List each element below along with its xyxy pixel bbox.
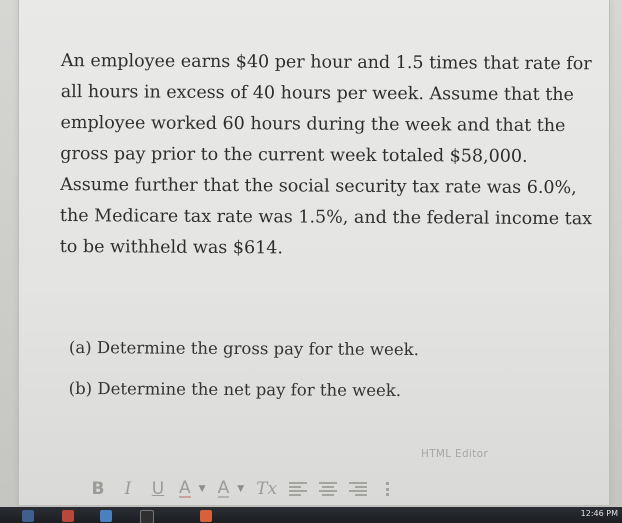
font-color-button[interactable] (179, 476, 206, 502)
question-panel (18, 0, 610, 505)
part-a: (a) Determine the gross pay for the week. (68, 338, 419, 360)
highlight-color-label: A (217, 478, 230, 498)
taskbar (0, 507, 622, 523)
bold-button[interactable]: B (91, 479, 105, 499)
taskbar-clock: 12:46 PM (580, 509, 618, 518)
taskbar-app-icon[interactable] (22, 510, 34, 522)
clear-format-button[interactable]: Tx (256, 479, 278, 499)
align-center-icon[interactable] (319, 476, 337, 502)
html-editor-label: HTML Editor (421, 448, 488, 460)
highlight-color-button[interactable] (218, 476, 245, 502)
taskbar-app-icon[interactable] (62, 510, 74, 522)
taskbar-app-icon[interactable] (100, 510, 112, 522)
question-line: Assume further that the social security tax rate was 6.0%, (60, 174, 577, 199)
editor-toolbar (89, 474, 409, 504)
question-line: An employee earns $40 per hour and 1.5 times that rate for (60, 50, 592, 75)
question-parts (68, 338, 418, 422)
question-text (60, 46, 601, 266)
font-color-label: A (179, 478, 191, 498)
italic-button[interactable]: I (124, 479, 132, 499)
question-line: employee worked 60 hours during the week and that the (60, 112, 566, 137)
question-line: all hours in excess of 40 hours per week. Assume that the (60, 81, 574, 106)
align-right-icon[interactable] (349, 476, 367, 502)
taskbar-app-icon[interactable] (200, 510, 212, 522)
underline-button[interactable]: U (151, 479, 165, 499)
question-line: the Medicare tax rate was 1.5%, and the federal income tax (59, 205, 593, 230)
align-left-icon[interactable] (289, 476, 307, 502)
question-line: to be withheld was $614. (59, 236, 284, 259)
more-vertical-icon[interactable] (379, 476, 397, 502)
chevron-down-icon: ▼ (198, 484, 206, 494)
question-line: gross pay prior to the current week totaled $58,000. (60, 143, 528, 167)
part-b: (b) Determine the net pay for the week. (68, 378, 402, 401)
chevron-down-icon: ▼ (237, 484, 245, 494)
taskbar-app-icon[interactable] (140, 510, 154, 523)
